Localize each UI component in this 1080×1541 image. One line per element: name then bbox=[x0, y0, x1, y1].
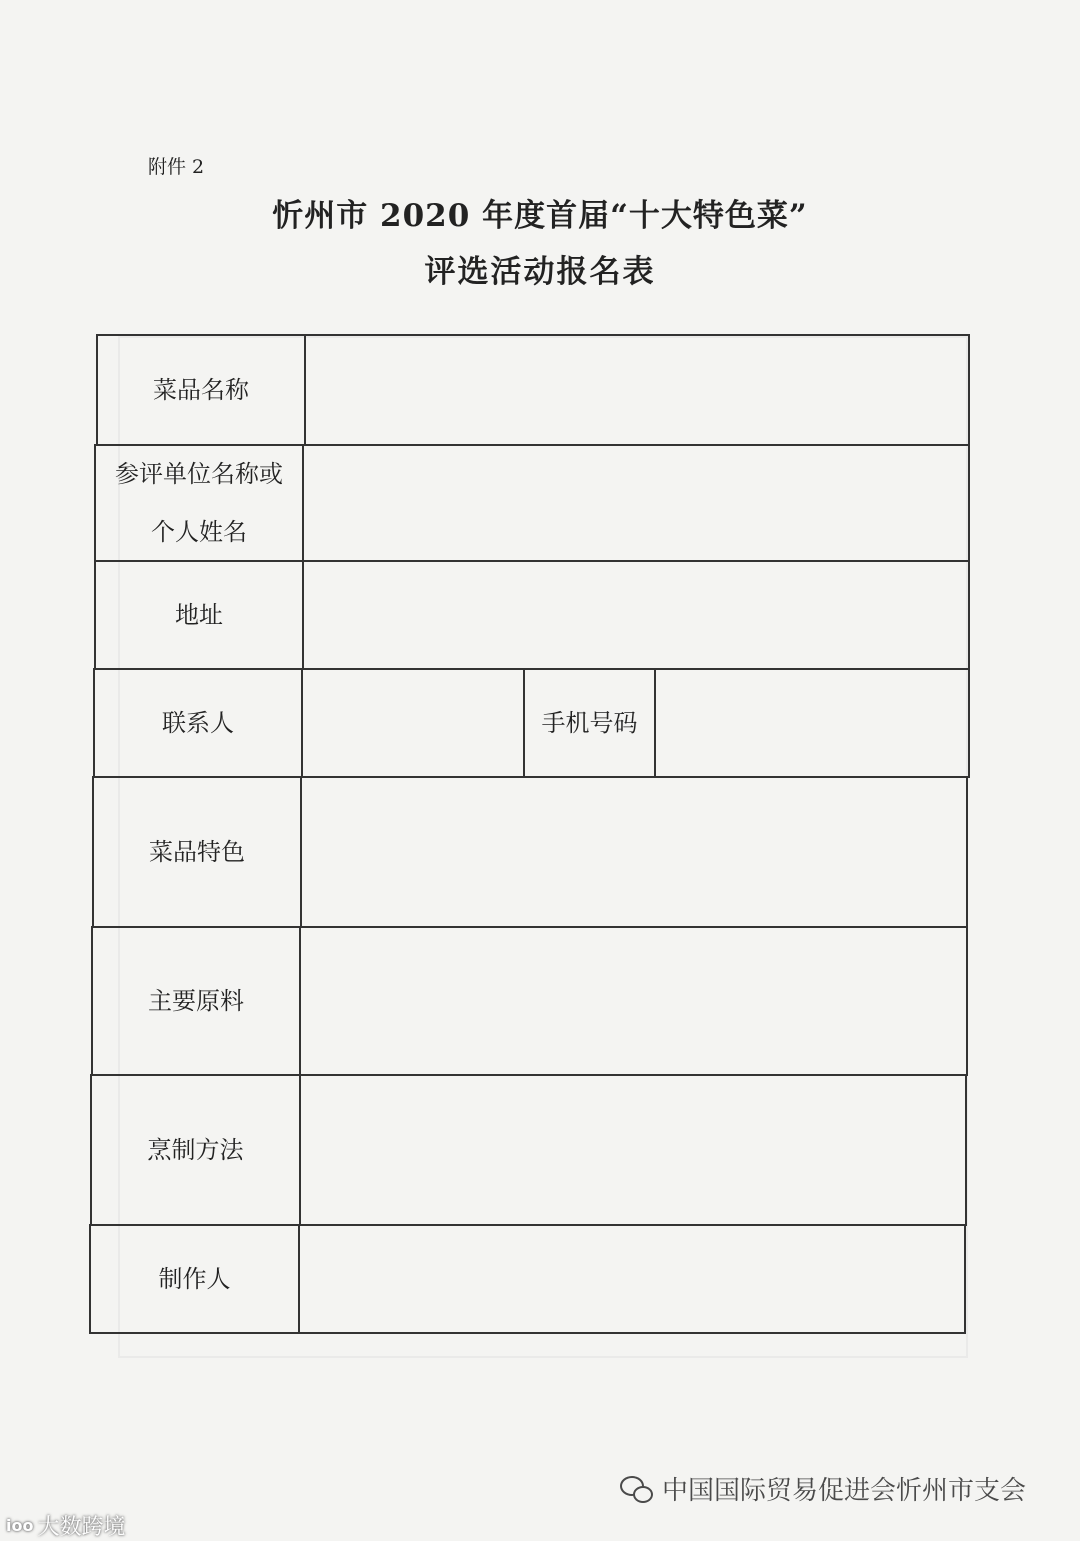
dish-feature-label: 菜品特色 bbox=[92, 776, 302, 928]
corner-logo bbox=[6, 1510, 125, 1541]
main-ingredients-label: 主要原料 bbox=[91, 926, 301, 1076]
mobile-label: 手机号码 bbox=[523, 668, 656, 778]
participant-field[interactable] bbox=[302, 444, 970, 562]
mobile-field[interactable] bbox=[654, 668, 970, 778]
dish-feature-field[interactable] bbox=[300, 776, 968, 928]
attachment-label: 附件 2 bbox=[148, 156, 205, 178]
source-text: 中国国际贸易促进会忻州市支会 bbox=[662, 1476, 1027, 1506]
form-title-line2: 评选活动报名表 bbox=[424, 254, 656, 290]
participant-label-line2: 个人姓名 bbox=[151, 518, 247, 546]
form-title-line1: 忻州市 2020 年度首届“十大特色菜” bbox=[272, 198, 808, 234]
dish-name-field[interactable] bbox=[304, 334, 970, 446]
producer-label: 制作人 bbox=[89, 1224, 300, 1334]
address-field[interactable] bbox=[302, 560, 970, 670]
address-label: 地址 bbox=[94, 560, 304, 670]
cooking-method-label: 烹制方法 bbox=[90, 1074, 301, 1226]
wechat-icon bbox=[620, 1474, 654, 1504]
dish-name-label: 菜品名称 bbox=[96, 334, 306, 446]
participant-label bbox=[94, 444, 304, 562]
source-watermark bbox=[620, 1470, 1026, 1507]
cooking-method-field[interactable] bbox=[299, 1074, 967, 1226]
logo-mark: ioo bbox=[6, 1516, 34, 1535]
logo-text: 大数跨境 bbox=[37, 1515, 126, 1540]
main-ingredients-field[interactable] bbox=[299, 926, 968, 1076]
contact-label: 联系人 bbox=[93, 668, 303, 778]
producer-field[interactable] bbox=[298, 1224, 966, 1334]
contact-field[interactable] bbox=[301, 668, 525, 778]
participant-label-line1: 参评单位名称或 bbox=[115, 460, 283, 488]
